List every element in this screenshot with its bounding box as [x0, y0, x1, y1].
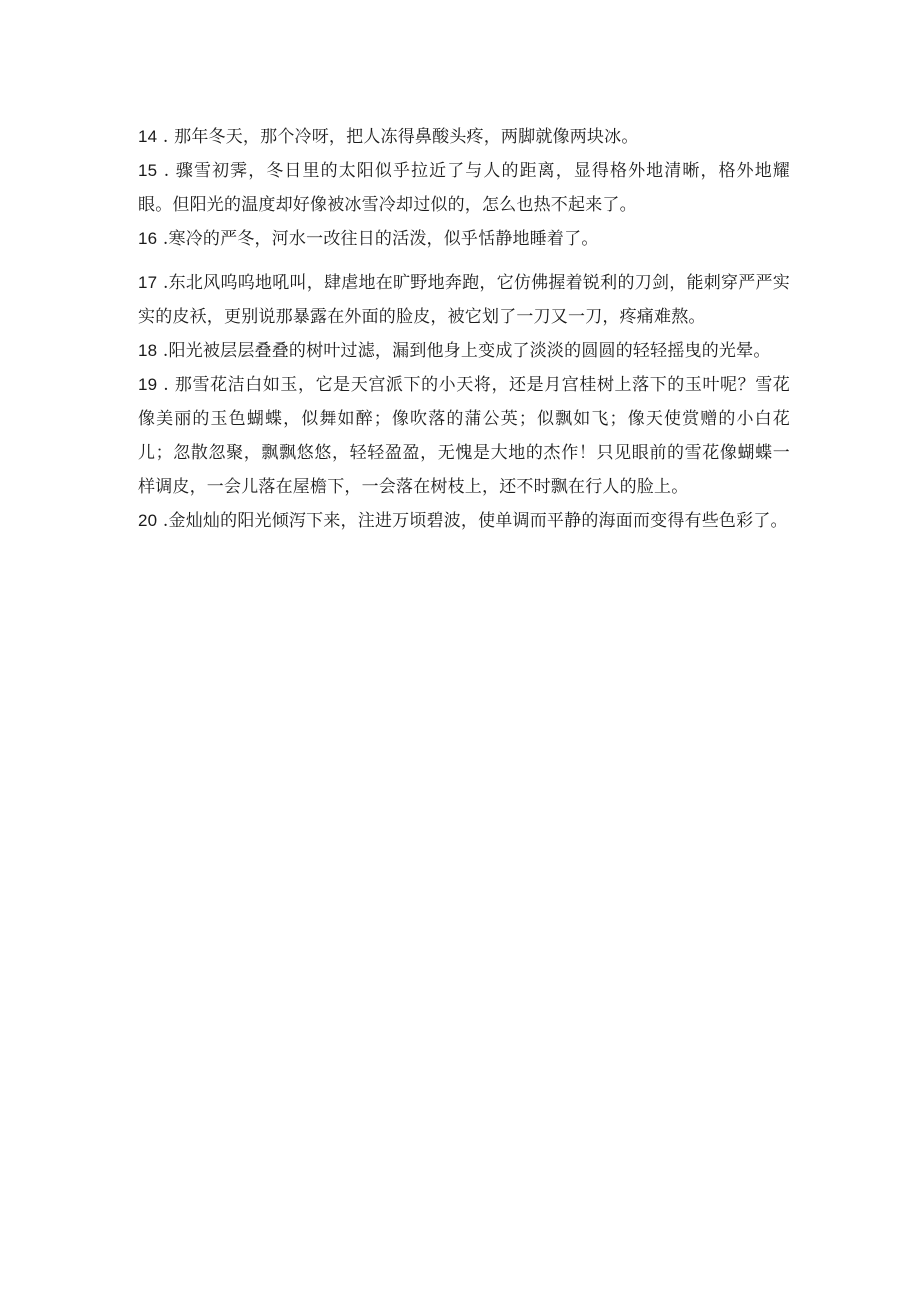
- sentence-number: 16: [138, 229, 158, 248]
- sentence-item-17: [138, 266, 790, 334]
- sentence-number: 20: [138, 511, 158, 530]
- sentence-item-19: [138, 368, 790, 504]
- sentence-item-16: [138, 222, 790, 256]
- sentence-number: 17: [138, 273, 158, 292]
- sentence-text: 寒冷的严冬，河水一改往日的活泼，似乎恬静地睡着了。: [168, 229, 599, 249]
- sentence-number: 18: [138, 341, 158, 360]
- sentence-separator: .: [157, 127, 175, 147]
- sentence-text: 骤雪初霁，冬日里的太阳似乎拉近了与人的距离，显得格外地清晰，格外地耀眼。但阳光的温度却好像被冰雪冷却过似的，怎么也热不起来了。: [138, 161, 790, 215]
- sentence-separator: .: [157, 341, 169, 361]
- sentence-text: 那雪花洁白如玉，它是天宫派下的小天将，还是月宫桂树上落下的玉叶呢？雪花像美丽的玉色蝴蝶，似舞如醉；像吹落的蒲公英；似飘如飞；像天使赏赠的小白花儿；忽散忽聚，飘飘悠悠，轻轻盈盈，无愧是大地的杰作！只见眼前的雪花像蝴蝶一样调皮，一会儿落在屋檐下，一会落在树枝上，还不时飘在行人的脸上。: [138, 375, 791, 497]
- sentence-number: 19: [138, 375, 158, 394]
- sentence-item-14: [138, 120, 790, 154]
- sentence-separator: .: [157, 273, 169, 293]
- sentence-list: [138, 120, 790, 538]
- sentence-number: 14: [138, 127, 158, 146]
- sentence-text: 阳光被层层叠叠的树叶过滤，漏到他身上变成了淡淡的圆圆的轻轻摇曳的光晕。: [168, 341, 771, 361]
- sentence-separator: .: [157, 511, 169, 531]
- sentence-number: 15: [138, 161, 158, 180]
- sentence-separator: .: [157, 375, 175, 395]
- sentence-text: 东北风呜呜地吼叫，肆虐地在旷野地奔跑，它仿佛握着锐利的刀剑，能刺穿严严实实的皮袄，更别说那暴露在外面的脸皮，被它划了一刀又一刀，疼痛难熬。: [138, 273, 790, 327]
- sentence-item-20: [138, 504, 790, 538]
- sentence-item-18: [138, 334, 790, 368]
- sentence-text: 那年冬天，那个冷呀，把人冻得鼻酸头疼，两脚就像两块冰。: [174, 127, 639, 147]
- sentence-text: 金灿灿的阳光倾泻下来，注进万顷碧波，使单调而平静的海面而变得有些色彩了。: [168, 511, 788, 531]
- sentence-separator: .: [157, 161, 176, 181]
- sentence-item-15: [138, 154, 790, 222]
- sentence-separator: .: [157, 229, 169, 249]
